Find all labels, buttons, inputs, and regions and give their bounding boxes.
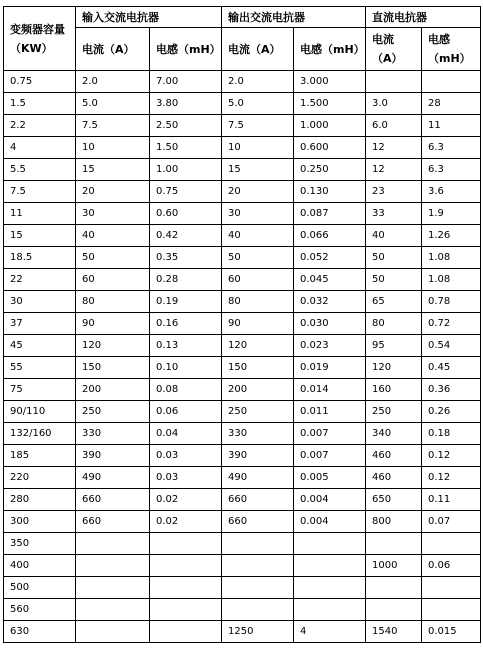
dc-current-cell: 12 [366, 159, 422, 181]
input-inductance-cell: 0.02 [150, 489, 222, 511]
capacity-cell: 630 [4, 621, 76, 643]
subheader-dc-current [366, 28, 422, 71]
input-inductance-cell: 1.50 [150, 137, 222, 159]
dc-inductance-cell: 0.015 [422, 621, 481, 643]
input-inductance-cell: 0.04 [150, 423, 222, 445]
dc-current-cell: 50 [366, 269, 422, 291]
output-current-cell: 90 [222, 313, 294, 335]
input-inductance-cell: 2.50 [150, 115, 222, 137]
output-inductance-cell [294, 577, 366, 599]
input-current-cell: 7.5 [76, 115, 150, 137]
dc-inductance-cell: 0.26 [422, 401, 481, 423]
output-current-cell: 120 [222, 335, 294, 357]
dc-current-cell: 12 [366, 137, 422, 159]
dc-inductance-cell: 0.18 [422, 423, 481, 445]
subheader-unit: （A） [372, 52, 403, 65]
input-inductance-cell: 0.16 [150, 313, 222, 335]
dc-current-cell: 50 [366, 247, 422, 269]
dc-inductance-cell: 0.07 [422, 511, 481, 533]
input-current-cell: 490 [76, 467, 150, 489]
capacity-cell: 22 [4, 269, 76, 291]
output-current-cell: 330 [222, 423, 294, 445]
capacity-cell: 280 [4, 489, 76, 511]
input-current-cell: 120 [76, 335, 150, 357]
capacity-cell: 132/160 [4, 423, 76, 445]
output-inductance-cell [294, 555, 366, 577]
input-current-cell: 200 [76, 379, 150, 401]
input-inductance-cell: 0.13 [150, 335, 222, 357]
output-inductance-cell: 0.052 [294, 247, 366, 269]
table-row [4, 291, 481, 313]
subheader-text: 电感（mH） [300, 42, 365, 56]
input-current-cell: 60 [76, 269, 150, 291]
table-row [4, 71, 481, 93]
dc-inductance-cell [422, 71, 481, 93]
output-current-cell [222, 555, 294, 577]
output-inductance-cell: 0.023 [294, 335, 366, 357]
input-inductance-cell: 0.19 [150, 291, 222, 313]
group-dc-reactor: 直流电抗器 [366, 7, 481, 28]
dc-inductance-cell: 6.3 [422, 159, 481, 181]
dc-current-cell [366, 577, 422, 599]
input-current-cell: 90 [76, 313, 150, 335]
table-row [4, 181, 481, 203]
input-current-cell: 15 [76, 159, 150, 181]
input-current-cell: 50 [76, 247, 150, 269]
table-row [4, 115, 481, 137]
output-inductance-cell: 0.066 [294, 225, 366, 247]
output-inductance-cell: 1.500 [294, 93, 366, 115]
input-inductance-cell [150, 577, 222, 599]
capacity-cell: 400 [4, 555, 76, 577]
dc-inductance-cell: 28 [422, 93, 481, 115]
output-current-cell: 660 [222, 511, 294, 533]
output-inductance-cell [294, 533, 366, 555]
output-current-cell [222, 533, 294, 555]
output-current-cell: 150 [222, 357, 294, 379]
capacity-cell: 350 [4, 533, 76, 555]
subheader-unit: （mH） [428, 52, 471, 65]
output-current-cell: 80 [222, 291, 294, 313]
input-current-cell: 660 [76, 511, 150, 533]
input-inductance-cell: 0.03 [150, 467, 222, 489]
capacity-cell: 18.5 [4, 247, 76, 269]
group-input-ac-reactor: 输入交流电抗器 [76, 7, 222, 28]
input-current-cell [76, 555, 150, 577]
output-current-cell: 1250 [222, 621, 294, 643]
input-inductance-cell [150, 533, 222, 555]
input-current-cell: 5.0 [76, 93, 150, 115]
table-row [4, 489, 481, 511]
input-current-cell [76, 577, 150, 599]
table-row [4, 445, 481, 467]
output-inductance-cell: 0.045 [294, 269, 366, 291]
input-inductance-cell: 1.00 [150, 159, 222, 181]
input-current-cell [76, 599, 150, 621]
output-inductance-cell: 0.004 [294, 489, 366, 511]
input-inductance-cell: 0.60 [150, 203, 222, 225]
output-inductance-cell: 0.032 [294, 291, 366, 313]
output-inductance-cell: 0.250 [294, 159, 366, 181]
group-output-ac-reactor: 输出交流电抗器 [222, 7, 366, 28]
input-inductance-cell: 0.42 [150, 225, 222, 247]
capacity-header-unit: （KW） [10, 41, 53, 55]
input-current-cell: 10 [76, 137, 150, 159]
dc-current-cell: 460 [366, 467, 422, 489]
dc-inductance-cell: 0.36 [422, 379, 481, 401]
table-row [4, 313, 481, 335]
dc-inductance-cell [422, 599, 481, 621]
capacity-cell: 75 [4, 379, 76, 401]
output-current-cell: 15 [222, 159, 294, 181]
dc-inductance-cell: 11 [422, 115, 481, 137]
output-inductance-cell: 0.019 [294, 357, 366, 379]
dc-inductance-cell: 6.3 [422, 137, 481, 159]
dc-inductance-cell: 1.26 [422, 225, 481, 247]
capacity-cell: 37 [4, 313, 76, 335]
subheader-input-inductance [150, 28, 222, 71]
input-current-cell: 40 [76, 225, 150, 247]
table-row [4, 555, 481, 577]
output-current-cell: 200 [222, 379, 294, 401]
input-inductance-cell: 0.10 [150, 357, 222, 379]
reactor-spec-table [3, 6, 481, 643]
table-row [4, 225, 481, 247]
capacity-cell: 11 [4, 203, 76, 225]
input-inductance-cell: 0.02 [150, 511, 222, 533]
output-inductance-cell: 3.000 [294, 71, 366, 93]
capacity-cell: 4 [4, 137, 76, 159]
output-current-cell: 60 [222, 269, 294, 291]
table-row [4, 247, 481, 269]
input-current-cell [76, 621, 150, 643]
output-inductance-cell: 0.600 [294, 137, 366, 159]
table-row [4, 203, 481, 225]
subheader-text: 电流 [372, 33, 394, 46]
table-row [4, 379, 481, 401]
dc-current-cell: 650 [366, 489, 422, 511]
table-row [4, 269, 481, 291]
dc-current-cell: 6.0 [366, 115, 422, 137]
dc-inductance-cell: 0.54 [422, 335, 481, 357]
output-inductance-cell: 1.000 [294, 115, 366, 137]
input-inductance-cell [150, 621, 222, 643]
input-current-cell: 20 [76, 181, 150, 203]
dc-current-cell: 1540 [366, 621, 422, 643]
output-current-cell: 490 [222, 467, 294, 489]
input-current-cell: 330 [76, 423, 150, 445]
table-body [4, 71, 481, 643]
capacity-cell: 45 [4, 335, 76, 357]
output-current-cell: 50 [222, 247, 294, 269]
input-inductance-cell: 7.00 [150, 71, 222, 93]
dc-current-cell: 65 [366, 291, 422, 313]
output-current-cell: 250 [222, 401, 294, 423]
dc-inductance-cell: 0.12 [422, 445, 481, 467]
dc-current-cell: 800 [366, 511, 422, 533]
table-row [4, 533, 481, 555]
output-inductance-cell: 0.087 [294, 203, 366, 225]
table-row [4, 577, 481, 599]
subheader-text: 电感 [428, 33, 450, 46]
dc-current-cell: 460 [366, 445, 422, 467]
subheader-input-current [76, 28, 150, 71]
input-inductance-cell: 0.03 [150, 445, 222, 467]
dc-current-cell: 95 [366, 335, 422, 357]
table-row [4, 599, 481, 621]
dc-inductance-cell: 0.11 [422, 489, 481, 511]
dc-current-cell: 250 [366, 401, 422, 423]
capacity-cell: 5.5 [4, 159, 76, 181]
capacity-cell: 30 [4, 291, 76, 313]
dc-inductance-cell: 1.9 [422, 203, 481, 225]
input-inductance-cell: 0.35 [150, 247, 222, 269]
dc-current-cell: 160 [366, 379, 422, 401]
dc-current-cell [366, 533, 422, 555]
output-inductance-cell: 0.014 [294, 379, 366, 401]
output-current-cell: 390 [222, 445, 294, 467]
output-inductance-cell: 0.130 [294, 181, 366, 203]
dc-current-cell: 23 [366, 181, 422, 203]
dc-inductance-cell: 3.6 [422, 181, 481, 203]
input-inductance-cell [150, 555, 222, 577]
dc-current-cell: 80 [366, 313, 422, 335]
input-current-cell: 80 [76, 291, 150, 313]
output-inductance-cell: 0.005 [294, 467, 366, 489]
dc-current-cell: 1000 [366, 555, 422, 577]
table-row [4, 467, 481, 489]
output-inductance-cell: 4 [294, 621, 366, 643]
input-inductance-cell: 3.80 [150, 93, 222, 115]
output-current-cell: 10 [222, 137, 294, 159]
subheader-text: 电感（mH） [156, 42, 221, 56]
dc-current-cell: 33 [366, 203, 422, 225]
dc-current-cell: 40 [366, 225, 422, 247]
capacity-cell: 0.75 [4, 71, 76, 93]
output-inductance-cell: 0.007 [294, 445, 366, 467]
table-row [4, 335, 481, 357]
table-header [4, 7, 481, 71]
output-current-cell: 30 [222, 203, 294, 225]
input-current-cell: 2.0 [76, 71, 150, 93]
dc-inductance-cell [422, 577, 481, 599]
subheader-output-current [222, 28, 294, 71]
capacity-cell: 220 [4, 467, 76, 489]
dc-inductance-cell: 1.08 [422, 247, 481, 269]
capacity-cell: 15 [4, 225, 76, 247]
output-current-cell: 2.0 [222, 71, 294, 93]
input-inductance-cell: 0.28 [150, 269, 222, 291]
dc-current-cell: 340 [366, 423, 422, 445]
subheader-dc-inductance [422, 28, 481, 71]
table-row [4, 511, 481, 533]
capacity-cell: 300 [4, 511, 76, 533]
output-current-cell [222, 577, 294, 599]
capacity-cell: 560 [4, 599, 76, 621]
table-row [4, 621, 481, 643]
dc-inductance-cell: 1.08 [422, 269, 481, 291]
output-current-cell: 7.5 [222, 115, 294, 137]
output-current-cell: 20 [222, 181, 294, 203]
dc-inductance-cell [422, 533, 481, 555]
input-inductance-cell: 0.75 [150, 181, 222, 203]
input-current-cell: 390 [76, 445, 150, 467]
output-inductance-cell [294, 599, 366, 621]
subheader-text: 电流（A） [228, 42, 281, 56]
input-inductance-cell: 0.08 [150, 379, 222, 401]
output-current-cell: 660 [222, 489, 294, 511]
capacity-cell: 90/110 [4, 401, 76, 423]
input-current-cell: 250 [76, 401, 150, 423]
capacity-cell: 185 [4, 445, 76, 467]
capacity-cell: 7.5 [4, 181, 76, 203]
capacity-header-line: 变频器容量 [10, 22, 65, 36]
capacity-cell: 500 [4, 577, 76, 599]
capacity-cell: 1.5 [4, 93, 76, 115]
table-row [4, 159, 481, 181]
dc-current-cell [366, 71, 422, 93]
output-current-cell [222, 599, 294, 621]
output-inductance-cell: 0.030 [294, 313, 366, 335]
table-row [4, 423, 481, 445]
dc-inductance-cell: 0.06 [422, 555, 481, 577]
capacity-header [4, 7, 76, 71]
input-current-cell: 150 [76, 357, 150, 379]
capacity-cell: 2.2 [4, 115, 76, 137]
capacity-cell: 55 [4, 357, 76, 379]
dc-current-cell [366, 599, 422, 621]
subheader-output-inductance [294, 28, 366, 71]
input-current-cell [76, 533, 150, 555]
dc-inductance-cell: 0.72 [422, 313, 481, 335]
table-row [4, 357, 481, 379]
table-row [4, 93, 481, 115]
table-row [4, 137, 481, 159]
subheader-text: 电流（A） [82, 42, 135, 56]
output-inductance-cell: 0.007 [294, 423, 366, 445]
input-inductance-cell: 0.06 [150, 401, 222, 423]
dc-inductance-cell: 0.12 [422, 467, 481, 489]
dc-current-cell: 3.0 [366, 93, 422, 115]
input-current-cell: 30 [76, 203, 150, 225]
dc-current-cell: 120 [366, 357, 422, 379]
dc-inductance-cell: 0.45 [422, 357, 481, 379]
dc-inductance-cell: 0.78 [422, 291, 481, 313]
output-current-cell: 40 [222, 225, 294, 247]
output-inductance-cell: 0.011 [294, 401, 366, 423]
output-inductance-cell: 0.004 [294, 511, 366, 533]
table-row [4, 401, 481, 423]
input-inductance-cell [150, 599, 222, 621]
output-current-cell: 5.0 [222, 93, 294, 115]
input-current-cell: 660 [76, 489, 150, 511]
